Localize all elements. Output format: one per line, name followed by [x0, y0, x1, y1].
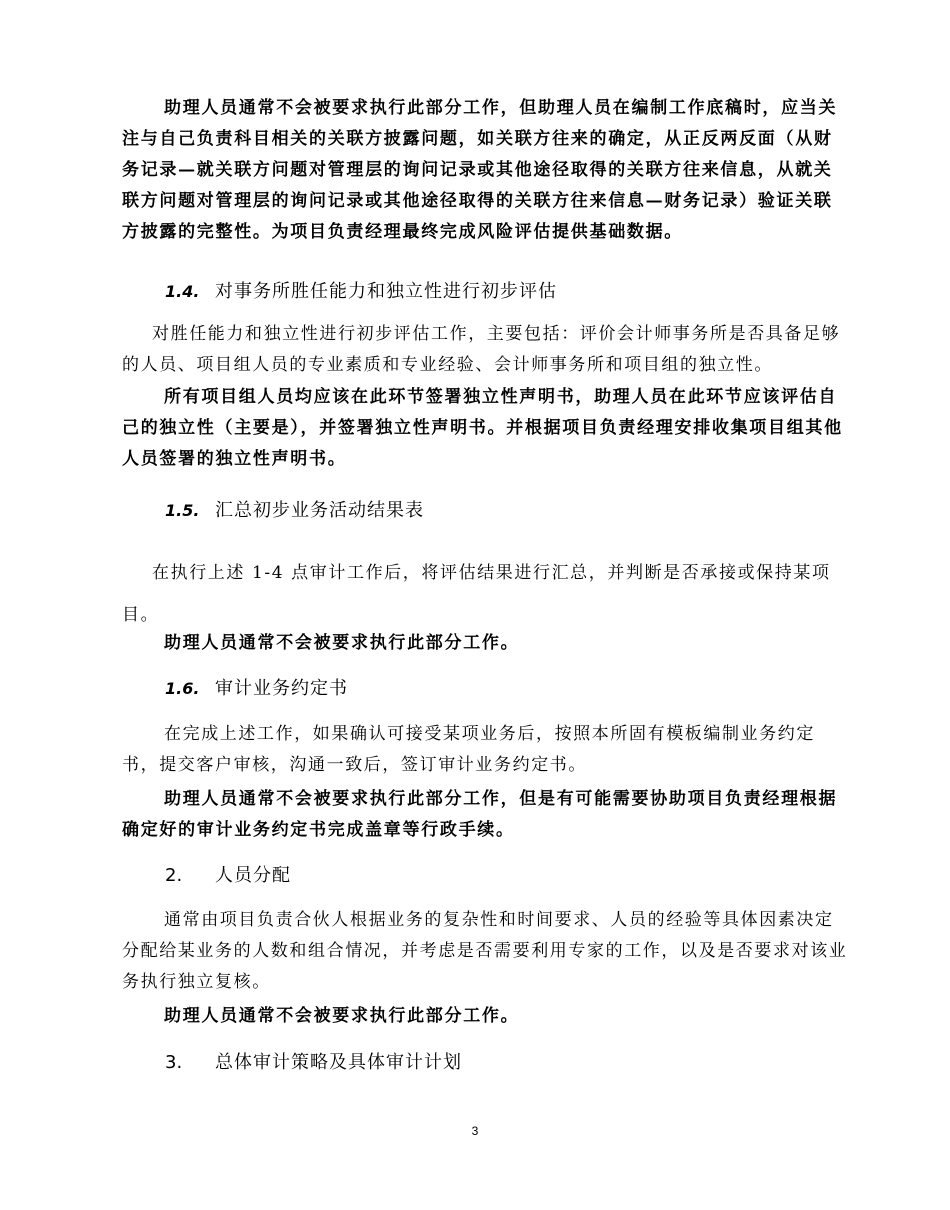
paragraph-staff-allocation: 通常由项目负责合伙人根据业务的复杂性和时间要求、人员的经验等具体因素决定分配给某业务的人数和组合情况，并考虑是否需要利用专家的工作，以及是否要求对该业务执行独立复核。 [122, 910, 848, 992]
paragraph-independence-bold: 所有项目组人员均应该在此环节签署独立性声明书，助理人员在此环节应该评估自己的独立性（主要是），并签署独立性声明书。并根据项目负责经理安排收集项目组其他人员签署的独立性声明书。 [122, 387, 843, 469]
page-number: 3 [471, 1124, 479, 1138]
paragraph-competence: 对胜任能力和独立性进行初步评估工作，主要包括：评价会计师事务所是否具备足够的人员、项目组人员的专业素质和专业经验、会计师事务所和项目组的独立性。 [122, 324, 841, 375]
section-heading-1-6 [165, 675, 348, 703]
paragraph-summary-bold: 助理人员通常不会被要求执行此部分工作。 [164, 633, 520, 653]
paragraph-staff-allocation-bold: 助理人员通常不会被要求执行此部分工作。 [164, 1006, 520, 1026]
section-title: 汇总初步业务活动结果表 [215, 500, 424, 521]
section-number: 1.5. [165, 501, 200, 520]
section-title: 对事务所胜任能力和独立性进行初步评估 [215, 281, 557, 302]
section-heading-2 [165, 862, 291, 890]
paragraph-related-party-bold: 助理人员通常不会被要求执行此部分工作，但助理人员在编制工作底稿时，应当关注与自己负责科目相关的关联方披露问题，如关联方往来的确定，从正反两反面（从财务记录—就关联方问题对管理层的询问记录或其他途径取得的关联方往来信息，从就关联方问题对管理层的询问记录或其他途径取得的关联方往来信息—财务记录）验证关联方披露的完整性。为项目负责经理最终完成风险评估提供基础数据。 [122, 98, 838, 242]
section-number: 1.6. [165, 679, 200, 698]
paragraph-engagement-letter: 在完成上述工作，如果确认可接受某项业务后，按照本所固有模板编制业务约定书，提交客户审核，沟通一致后，签订审计业务约定书。 [122, 724, 815, 775]
section-number: 2. [165, 865, 183, 886]
section-title: 审计业务约定书 [215, 678, 348, 699]
paragraph-engagement-letter-bold: 助理人员通常不会被要求执行此部分工作，但是有可能需要协助项目负责经理根据确定好的审计业务约定书完成盖章等行政手续。 [122, 789, 838, 840]
section-title: 总体审计策略及具体审计计划 [215, 1052, 462, 1073]
section-heading-1-4 [165, 278, 557, 306]
section-heading-1-5 [165, 497, 424, 525]
section-title: 人员分配 [215, 865, 291, 886]
paragraph-summary: 在执行上述 1-4 点审计工作后，将评估结果进行汇总，并判断是否承接或保持某项目。 [122, 563, 831, 625]
section-number: 3. [165, 1052, 183, 1073]
section-number: 1.4. [165, 282, 200, 301]
section-heading-3 [165, 1049, 462, 1077]
